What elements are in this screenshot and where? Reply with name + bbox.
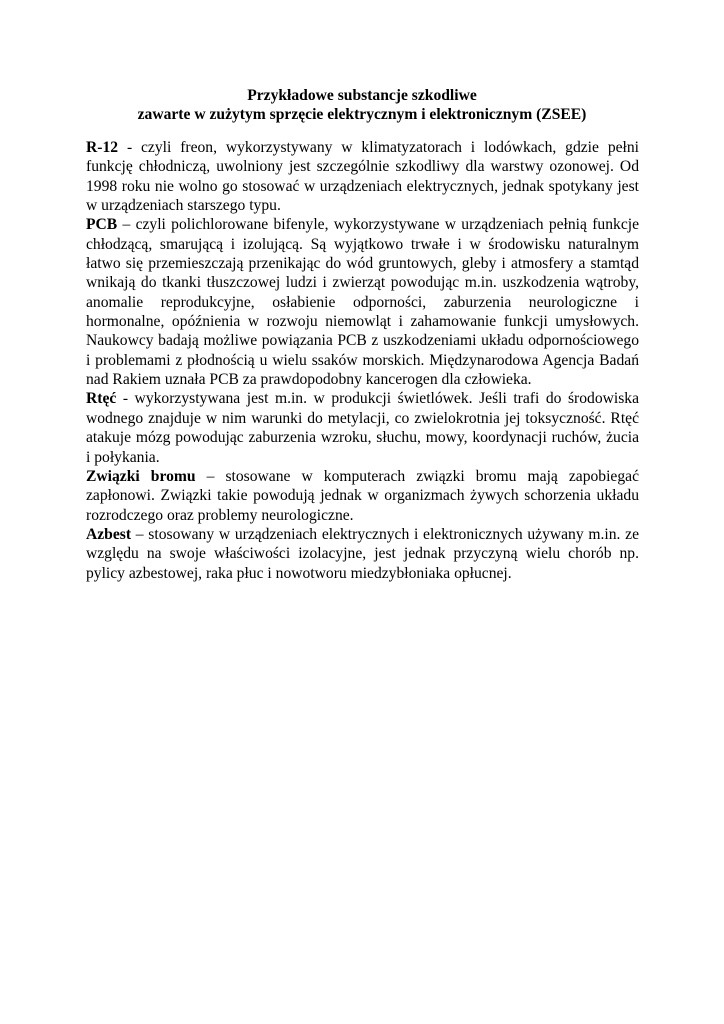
document-body [86, 138, 639, 583]
entry-term: Związki bromu [86, 467, 196, 485]
entry-rtec [86, 389, 639, 466]
title-line-2: zawarte w zużytym sprzęcie elektrycznym i elektronicznym (ZSEE) [137, 106, 587, 123]
entry-text: - wykorzystywana jest m.in. w produkcji świetlówek. Jeśli trafi do środowiska wodnego znajduje w nim warunki do metylacji, co zwielokrotnia jej toksyczność. Rtęć atakuje mózg powodując zaburzenia wzroku, słuchu, mowy, koordynacji ruchów, żucia i połykania. [86, 390, 639, 466]
entry-term: Rtęć [86, 390, 117, 408]
entry-term: PCB [86, 216, 118, 234]
entry-text: - czyli freon, wykorzystywany w klimatyzatorach i lodówkach, gdzie pełni funkcję chłodniczą, uwolniony jest szczególnie szkodliwy dla warstwy ozonowej. Od 1998 roku nie wolno go stosować w urządzeniach elektrycznych, jednak spotykany jest w urządzeniach starszego typu. [86, 139, 639, 215]
entry-text: – stosowany w urządzeniach elektrycznych i elektronicznych używany m.in. ze względu na swoje właściwości izolacyjne, jest jednak przyczyną wielu chorób np. pylicy azbestowej, raka płuc i nowotworu miedzybłoniaka opłucnej. [86, 525, 639, 582]
entry-text: – czyli polichlorowane bifenyle, wykorzystywane w urządzeniach pełnią funkcje chłodzącą, smarującą i izolującą. Są wyjątkowo trwałe i w środowisku naturalnym łatwo się przemieszczają przenikając do wód gruntowych, gleby i atmosfery a stamtąd wnikają do tkanki tłuszczowej ludzi i zwierząt powodując m.in. uszkodzenia wątroby, anomalie reprodukcyjne, osłabienie odporności, zaburzenia neurologiczne i hormonalne, opóźnienia w rozwoju niemowląt i zahamowanie funkcji umysłowych. Naukowcy badają możliwe powiązania PCB z uszkodzeniami układu odpornościowego i problemami z płodnością u wielu ssaków morskich. Międzynarodowa Agencja Badań nad Rakiem uznała PCB za prawdopodobny kancerogen dla człowieka. [86, 216, 639, 389]
entry-term: R-12 [86, 139, 119, 156]
entry-text: – stosowane w komputerach związki bromu mają zapobiegać zapłonowi. Związki takie powodują jednak w organizmach żywych schorzenia układu rozrodczego oraz problemy neurologiczne. [86, 467, 639, 524]
entry-r12 [86, 138, 639, 215]
entry-zwiazki-bromu [86, 467, 639, 525]
document-title [86, 86, 638, 124]
entry-azbest [86, 525, 639, 583]
title-line-1: Przykładowe substancje szkodliwe [247, 87, 477, 104]
entry-pcb [86, 215, 639, 389]
entry-term: Azbest [86, 525, 132, 543]
